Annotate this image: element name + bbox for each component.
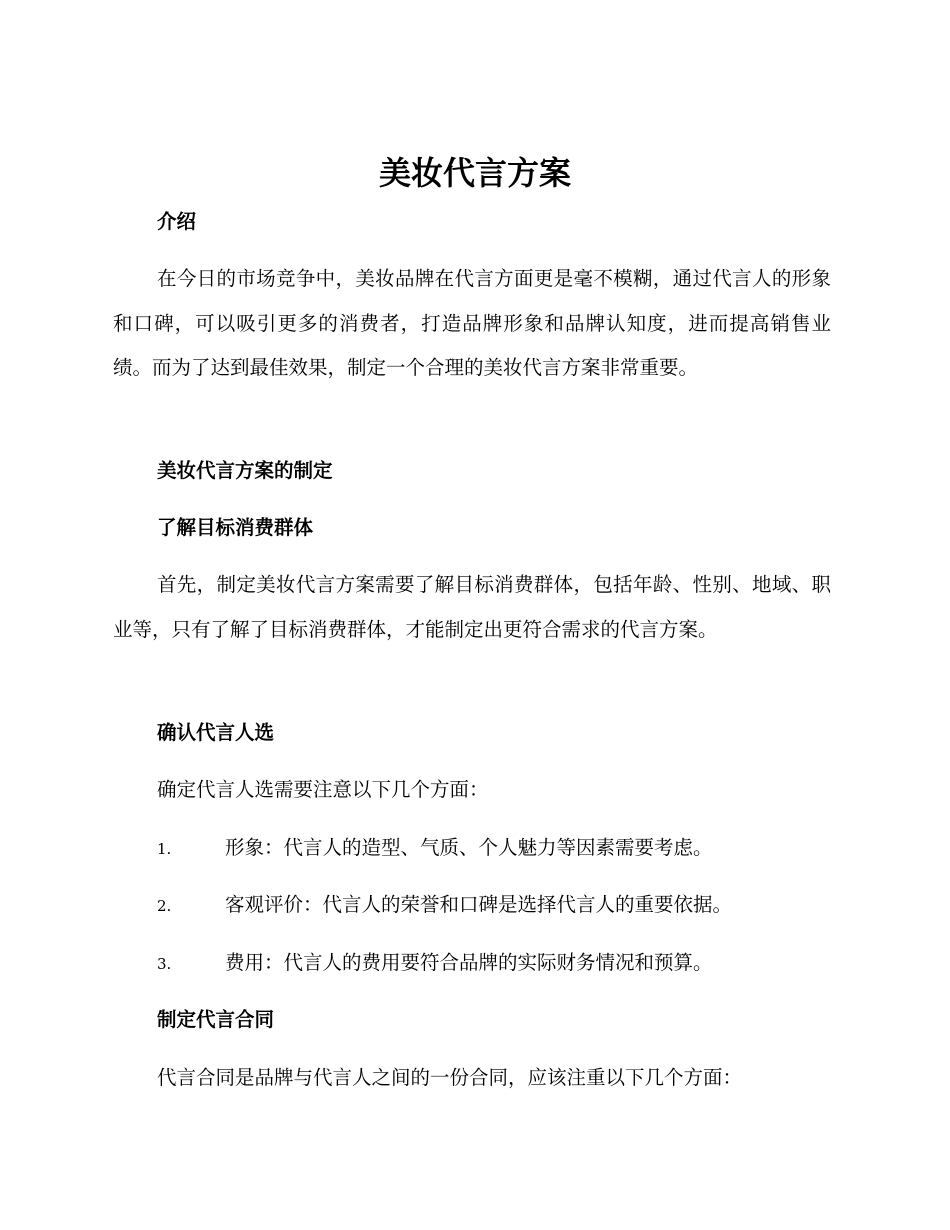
list-item-text: 费用：代言人的费用要符合品牌的实际财务情况和预算。 — [225, 951, 713, 974]
spokesperson-intro: 确定代言人选需要注意以下几个方面： — [157, 778, 489, 801]
section-heading-intro: 介绍 — [157, 210, 197, 233]
list-item-number: 2. — [157, 897, 172, 915]
subsection-heading-target: 了解目标消费群体 — [157, 516, 314, 539]
intro-paragraph: 在今日的市场竞争中，美妆品牌在代言方面更是毫不模糊，通过代言人的形象和口碑，可以吸引更多的消费者，打造品牌形象和品牌认知度，进而提高销售业绩。而为了达到最佳效果，制定一个合理的美妆代言方案非常重要。 — [113, 267, 831, 379]
subsection-heading-spokesperson: 确认代言人选 — [157, 721, 275, 744]
list-item-number: 1. — [157, 840, 172, 858]
document-title: 美妆代言方案 — [378, 154, 571, 192]
contract-intro: 代言合同是品牌与代言人之间的一份合同，应该注重以下几个方面： — [157, 1066, 743, 1089]
target-paragraph: 首先，制定美妆代言方案需要了解目标消费群体，包括年龄、性别、地域、职业等，只有了解了目标消费群体，才能制定出更符合需求的代言方案。 — [113, 573, 831, 641]
list-item-text: 客观评价：代言人的荣誉和口碑是选择代言人的重要依据。 — [225, 893, 733, 916]
list-item-number: 3. — [157, 955, 172, 973]
subsection-heading-contract: 制定代言合同 — [157, 1008, 275, 1031]
list-item-text: 形象：代言人的造型、气质、个人魅力等因素需要考虑。 — [225, 836, 713, 859]
section-heading-plan: 美妆代言方案的制定 — [157, 459, 333, 482]
